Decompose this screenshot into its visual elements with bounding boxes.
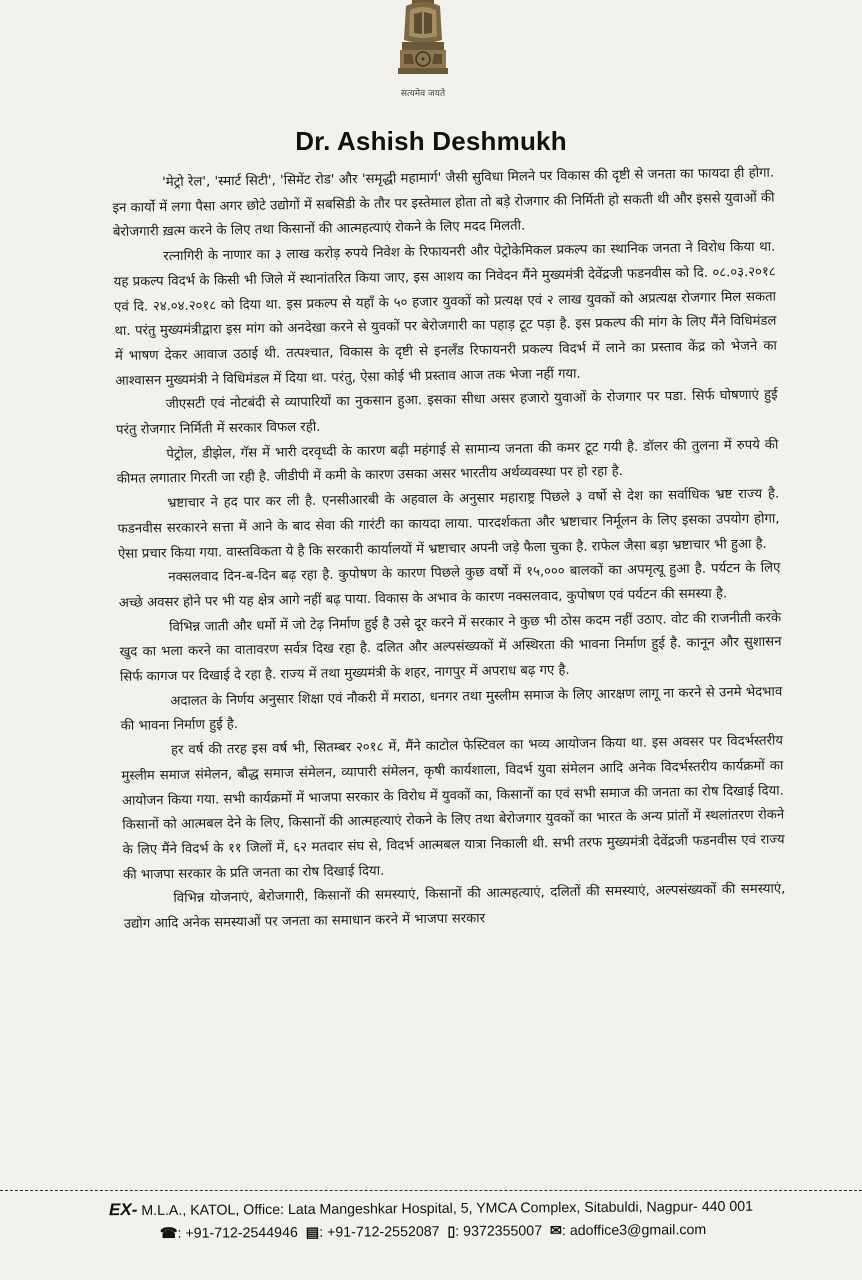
phone-number: : +91-712-2544946 [177, 1224, 298, 1242]
fax-number: : +91-712-2552087 [319, 1223, 440, 1241]
footer-prefix: EX- [108, 1200, 138, 1220]
paragraph: नक्सलवाद दिन-ब-दिन बढ़ रहा है. कुपोषण के कारण पिछले कुछ वर्षो में १५,००० बालकों का अपमृत्यू हुआ है. पर्यटन के लिए अच्छे अवसर होने पर भी यह क्षेत्र आगे नहीं बढ़ पाया. विकास के अभाव के कारण नक्सलवाद, कुपोषण एवं पर्यटन की समस्या है. [118, 560, 781, 611]
footer-address [0, 1195, 862, 1221]
email-address: : adoffice3@gmail.com [561, 1222, 707, 1240]
footer-divider [0, 1190, 862, 1191]
lion-capital-icon [376, 0, 470, 96]
paragraph: हर वर्ष की तरह इस वर्ष भी, सितम्बर २०१८ में, मैंने काटोल फेस्टिवल का भव्य आयोजन किया था. इस अवसर पर विदर्भस्तरीय मुस्लीम समाज संमेलन, बौद्ध समाज संमेलन, व्यापारी संमेलन, कृषी कार्यशाला, विदर्भ युवा संमेलन आदि अनेक विदर्भस्तरीय कार्यक्रमों का आयोजन किया गया. सभी कार्यक्रमों में भाजपा सरकार के विरोध में युवकों का, किसानों का एवं सभी समाज की जनता का रोष दिखाई दिया. किसानों को आत्मबल देने के लिए, किसानों की आत्महत्याएं रोकने के लिए तथा बेरोजगार युवकों का भारत के अन्य प्रांतों में स्थलांतरण रोकने के लिए मैंने विदर्भ के ११ जिलों में, ६२ मतदार संघ से, विदर्भ आत्मबल यात्रा निकाली थी. सभी तरफ मुख्यमंत्री देवेंद्रजी फडनवीस एवं राज्य की भाजपा सरकार के प्रति जनता का रोष दिखाई दिया. [121, 733, 785, 883]
fax-icon: ▤ [305, 1224, 320, 1241]
paragraph: पेट्रोल, डीझेल, गॅस में भारी दरवृध्दी के कारण बढ़ी महंगाई से सामान्य जनता की कमर टूट गयी है. डॉलर की तुलना में रुपये की कीमत लगातार गिरती जा रही है. जीडीपी में कमी के कारण उसका असर भारतीय अर्थव्यवस्था पर हो रहा है. [116, 437, 779, 488]
paragraph: रत्नागिरी के नाणार का ३ लाख करोड़ रुपये निवेश के रिफायनरी और पेट्रोकेमिकल प्रकल्प का स्थानिक जनता ने विरोध किया था. यह प्रकल्प विदर्भ के किसी भी जिले में स्थानांतरित किया जाए, इस आशय का निवेदन मैंने मुख्यमंत्री देवेंद्रजी फडनवीस को दि. ०८.०३.२०१८ एवं दि. २४.०४.२०१८ को दिया था. इस प्रकल्प से यहाँ के ५० हजार युवकों को प्रत्यक्ष एवं २ लाख युवकों को अप्रत्यक्ष रोजगार मिल सकता था. परंतु मुख्यमंत्रीद्वारा इस मांग को अनदेखा करने से युवकों पर बेरोजगारी का पहाड़ टूट पड़ा है. इस प्रकल्प की मांग के लिए मैंने विधिमंडल में भाषण देकर आवाज उठाई थी. तत्पश्चात, विकास के दृष्टी से इनलँड रिफायनरी प्रकल्प विदर्भ में लाने का प्रस्ताव केंद्र को भेजने का आश्वासन मुख्यमंत्री ने विधिमंडल में दिया था. परंतु, ऐसा कोई भी प्रस्ताव आज तक भेजा नहीं गया. [113, 239, 777, 389]
mobile-number: : 9372355007 [455, 1223, 543, 1240]
mail-icon: ✉ [549, 1223, 562, 1240]
footer-address-text: M.L.A., KATOL, Office: Lata Mangeshkar Hospital, 5, YMCA Complex, Sitabuldi, Nagpur- 440 001 [137, 1198, 754, 1220]
mobile-icon: ▯ [447, 1223, 456, 1240]
paragraph: भ्रष्टाचार ने हद पार कर ली है. एनसीआरबी के अहवाल के अनुसार महाराष्ट्र पिछले ३ वर्षो से देश का सर्वाधिक भ्रष्ट राज्य है. फडनवीस सरकारने सत्ता में आने के बाद सेवा की गारंटी का कायदा लाया. पारदर्शकता और भ्रष्टाचार निर्मूलन के लिए इसका उपयोग होगा, ऐसा प्रचार किया गया. वास्तविकता ये है कि सरकारी कार्यालयों में भ्रष्टाचार अपनी जड़े फैला चुका है. राफेल जैसा बड़ा भ्रष्टाचार भी हुआ है. [117, 486, 780, 562]
footer-contacts [0, 1221, 862, 1243]
paragraph: 'मेट्रो रेल', 'स्मार्ट सिटी', 'सिमेंट रोड' और 'समृद्धी महामार्ग' जैसी सुविधा मिलने पर विकास की दृष्टी से जनता का फायदा ही होगा. इन कार्यो में लगा पैसा अगर छोटे उद्योगों में सबसिडी के तौर पर इस्तेमाल होता तो बड़े रोजगार की निर्मिती हो सकती थी और इससे युवाओं की बेरोजगारी ख़त्म करने के लिए तथा किसानों की आत्महत्याएं रोकने के लिए मदद मिलती. [112, 165, 775, 241]
paragraph: जीएसटी एवं नोटबंदी से व्यापारियों का नुकसान हुआ. इसका सीधा असर हजारो युवाओं के रोजगार पर पडा. सिर्फ घोषणाएं हुई परंतु रोजगार निर्मिती में सरकार विफल रही. [115, 387, 778, 438]
paragraph: विभिन्न योजनाएं, बेरोजगारी, किसानों की समस्याएं, किसानों की आत्महत्याएं, दलितों की समस्याएं, अल्पसंख्यकों की समस्याएं, उद्योग आदि अनेक समस्याओं पर जनता का समाधान करने में भाजपा सरकार [123, 881, 786, 932]
phone-icon: ☎ [159, 1225, 178, 1242]
paragraph: अदालत के निर्णय अनुसार शिक्षा एवं नौकरी में मराठा, धनगर तथा मुस्लीम समाज के लिए आरक्षण लागू ना करने से उनमे भेदभाव की भावना निर्माण हुई है. [120, 684, 783, 735]
emblem-motto: सत्यमेव जयते [400, 89, 446, 99]
letter-body [112, 162, 786, 938]
paragraph: विभिन्न जाती और धर्मो में जो टेढ़ निर्माण हुई है उसे दूर करने में सरकार ने कुछ भी ठोस कदम नहीं उठाए. वोट की राजनीती करके खुद का भला करने का वातावरण सर्वत्र दिख रहा है. दलित और अल्पसंख्यकों में अस्थिरता की भावना निर्माण हुई है. कानून और सुशासन सिर्फ कागज पर दिखाई दे रहा है. राज्य में तथा मुख्यमंत्री के शहर, नागपुर में अपराध बढ़ गए है. [119, 610, 782, 685]
letterhead-name: Dr. Ashish Deshmukh [295, 126, 567, 156]
state-emblem [376, 0, 470, 112]
